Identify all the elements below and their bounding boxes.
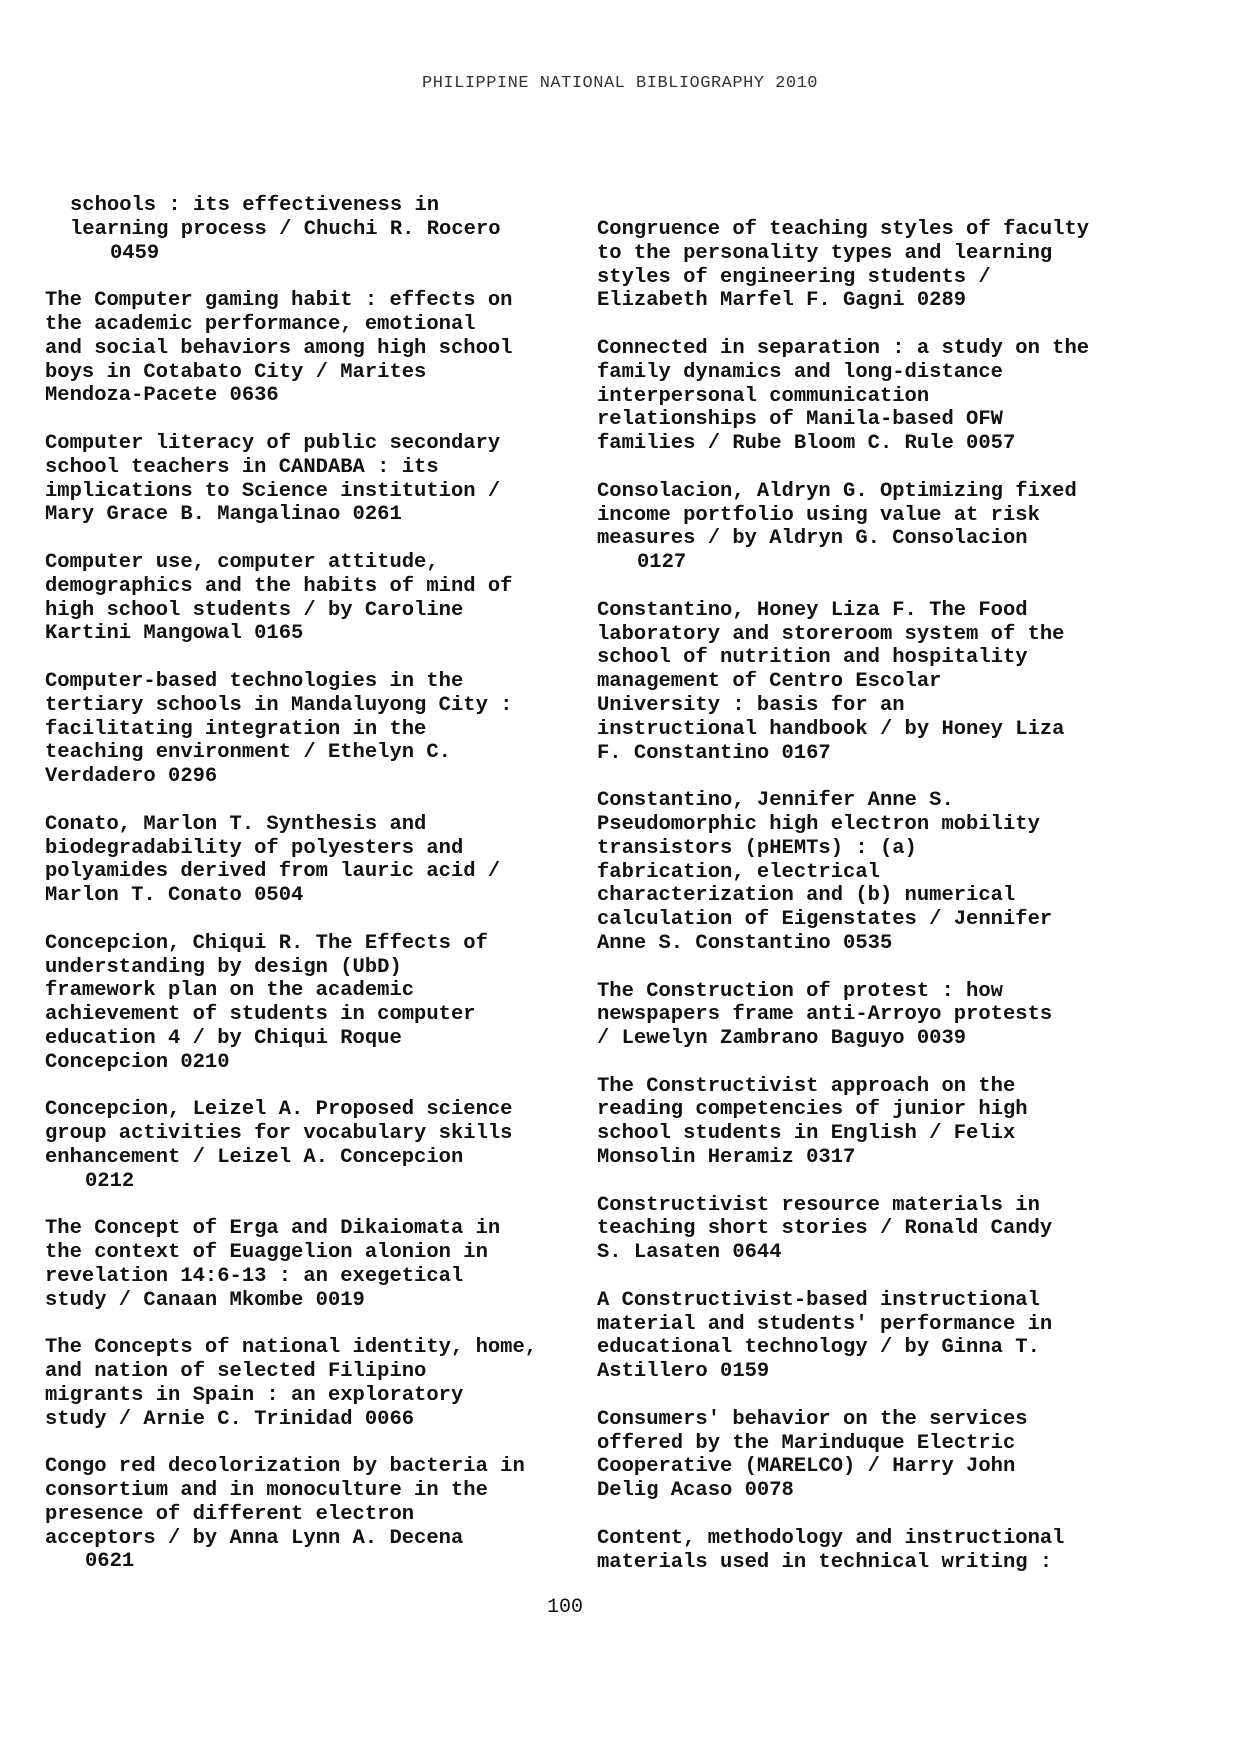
bibliography-entry: [45, 551, 565, 646]
entry-line: S. Lasaten 0644: [597, 1241, 782, 1265]
entry-line: offered by the Marinduque Electric: [597, 1431, 1016, 1455]
entry-line: biodegradability of polyesters and: [45, 836, 464, 860]
entry-line: Consumers' behavior on the services: [597, 1407, 1028, 1431]
entry-line: Anne S. Constantino 0535: [597, 931, 893, 955]
entry-line: Cooperative (MARELCO) / Harry John: [597, 1455, 1016, 1479]
entry-line: framework plan on the academic: [45, 979, 415, 1003]
entry-line: learning process / Chuchi R. Rocero: [70, 217, 501, 241]
entry-line: understanding by design (UbD): [45, 955, 402, 979]
left-column: [45, 194, 565, 1598]
entry-line: tertiary schools in Mandaluyong City :: [45, 693, 513, 717]
entry-line: the academic performance, emotional: [45, 312, 476, 336]
entry-line: demographics and the habits of mind of: [45, 574, 513, 598]
entry-line: Elizabeth Marfel F. Gagni 0289: [597, 289, 967, 313]
entry-line: characterization and (b) numerical: [597, 884, 1016, 908]
right-column: [597, 218, 1117, 1598]
entry-line: and nation of selected Filipino: [45, 1360, 427, 1384]
entry-line: study / Arnie C. Trinidad 0066: [45, 1407, 415, 1431]
entry-line: Astillero 0159: [597, 1360, 770, 1384]
entry-line: high school students / by Caroline: [45, 598, 464, 622]
entry-line: fabrication, electrical: [597, 860, 880, 884]
entry-line: Marlon T. Conato 0504: [45, 884, 304, 908]
entry-line: measures / by Aldryn G. Consolacion: [597, 527, 1028, 551]
entry-line: family dynamics and long-distance: [597, 360, 1003, 384]
bibliography-entry: [45, 194, 565, 265]
entry-line: Verdadero 0296: [45, 765, 218, 789]
entry-line: migrants in Spain : an exploratory: [45, 1383, 464, 1407]
entry-number: 0621: [85, 1550, 135, 1574]
bibliography-entry: [45, 432, 565, 527]
entry-line: Connected in separation : a study on the: [597, 336, 1090, 360]
entry-line: enhancement / Leizel A. Concepcion: [45, 1145, 464, 1169]
bibliography-entry: [597, 599, 1117, 766]
entry-line: materials used in technical writing :: [597, 1550, 1053, 1574]
entry-line: the context of Euaggelion alonion in: [45, 1241, 488, 1265]
entry-line: Mendoza-Pacete 0636: [45, 384, 279, 408]
entry-line: revelation 14:6-13 : an exegetical: [45, 1264, 464, 1288]
entry-number: 0459: [110, 241, 160, 265]
entry-line: Concepcion, Chiqui R. The Effects of: [45, 931, 488, 955]
entry-line: reading competencies of junior high: [597, 1098, 1028, 1122]
entry-line: transistors (pHEMTs) : (a): [597, 836, 917, 860]
entry-line: education 4 / by Chiqui Roque: [45, 1026, 402, 1050]
entry-line: Content, methodology and instructional: [597, 1526, 1065, 1550]
entry-line: management of Centro Escolar: [597, 670, 942, 694]
entry-line: Monsolin Heramiz 0317: [597, 1146, 856, 1170]
bibliography-entry: [45, 932, 565, 1075]
bibliography-entry: [45, 289, 565, 408]
entry-line: group activities for vocabulary skills: [45, 1122, 513, 1146]
entry-line: University : basis for an: [597, 693, 905, 717]
entry-line: boys in Cotabato City / Marites: [45, 360, 427, 384]
entry-line: school students in English / Felix: [597, 1122, 1016, 1146]
bibliography-entry: [597, 980, 1117, 1051]
entry-line: Constantino, Jennifer Anne S.: [597, 789, 954, 813]
bibliography-entry: [597, 789, 1117, 956]
entry-line: Consolacion, Aldryn G. Optimizing fixed: [597, 479, 1077, 503]
entry-number: 0127: [637, 551, 687, 575]
entry-line: F. Constantino 0167: [597, 741, 831, 765]
entry-line: Pseudomorphic high electron mobility: [597, 812, 1040, 836]
entry-line: Conato, Marlon T. Synthesis and: [45, 812, 427, 836]
entry-line: and social behaviors among high school: [45, 336, 513, 360]
bibliography-entry: [45, 670, 565, 789]
entry-line: Concepcion 0210: [45, 1050, 230, 1074]
entry-line: consortium and in monoculture in the: [45, 1479, 488, 1503]
entry-line: acceptors / by Anna Lynn A. Decena: [45, 1526, 464, 1550]
entry-line: Mary Grace B. Mangalinao 0261: [45, 503, 402, 527]
entry-line: families / Rube Bloom C. Rule 0057: [597, 432, 1016, 456]
bibliography-entry: [597, 1408, 1117, 1503]
entry-line: income portfolio using value at risk: [597, 503, 1040, 527]
entry-line: Delig Acaso 0078: [597, 1479, 794, 1503]
entry-line: polyamides derived from lauric acid /: [45, 860, 501, 884]
bibliography-entry: [45, 813, 565, 908]
entry-line: educational technology / by Ginna T.: [597, 1336, 1040, 1360]
bibliography-entry: [45, 1098, 565, 1193]
bibliography-entry: [597, 337, 1117, 456]
entry-line: Congruence of teaching styles of faculty: [597, 218, 1090, 241]
entry-line: achievement of students in computer: [45, 1003, 476, 1027]
bibliography-entry: [597, 1527, 1117, 1575]
entry-line: laboratory and storeroom system of the: [597, 622, 1065, 646]
entry-line: styles of engineering students /: [597, 265, 991, 289]
entry-line: The Concepts of national identity, home,: [45, 1336, 538, 1360]
entry-line: schools : its effectiveness in: [70, 194, 440, 217]
bibliography-entry: [45, 1217, 565, 1312]
entry-line: teaching short stories / Ronald Candy: [597, 1217, 1053, 1241]
entry-line: calculation of Eigenstates / Jennifer: [597, 908, 1053, 932]
entry-number: 0212: [85, 1169, 135, 1193]
bibliography-entry: [597, 1194, 1117, 1265]
entry-line: The Construction of protest : how: [597, 979, 1003, 1003]
entry-line: material and students' performance in: [597, 1312, 1053, 1336]
bibliography-entry: [597, 1075, 1117, 1170]
entry-line: The Concept of Erga and Dikaiomata in: [45, 1217, 501, 1241]
entry-line: A Constructivist-based instructional: [597, 1288, 1040, 1312]
entry-line: teaching environment / Ethelyn C.: [45, 741, 451, 765]
entry-line: The Computer gaming habit : effects on: [45, 289, 513, 313]
entry-line: school teachers in CANDABA : its: [45, 455, 439, 479]
entry-line: school of nutrition and hospitality: [597, 646, 1028, 670]
entry-line: / Lewelyn Zambrano Baguyo 0039: [597, 1027, 967, 1051]
entry-line: Computer literacy of public secondary: [45, 431, 501, 455]
entry-line: Constructivist resource materials in: [597, 1193, 1040, 1217]
bibliography-entry: [597, 218, 1117, 313]
bibliography-entry: [597, 480, 1117, 575]
entry-line: Concepcion, Leizel A. Proposed science: [45, 1098, 513, 1122]
entry-line: implications to Science institution /: [45, 479, 501, 503]
entry-line: relationships of Manila-based OFW: [597, 408, 1003, 432]
entry-line: The Constructivist approach on the: [597, 1074, 1016, 1098]
entry-line: newspapers frame anti-Arroyo protests: [597, 1003, 1053, 1027]
entry-line: to the personality types and learning: [597, 241, 1053, 265]
page-number: 100: [546, 1596, 583, 1619]
entry-line: instructional handbook / by Honey Liza: [597, 717, 1065, 741]
entry-line: Computer-based technologies in the: [45, 669, 464, 693]
entry-line: Computer use, computer attitude,: [45, 550, 439, 574]
entry-line: Kartini Mangowal 0165: [45, 622, 304, 646]
bibliography-entry: [597, 1289, 1117, 1384]
entry-line: Congo red decolorization by bacteria in: [45, 1455, 525, 1479]
entry-line: interpersonal communication: [597, 384, 930, 408]
bibliography-entry: [45, 1336, 565, 1431]
bibliography-entry: [45, 1455, 565, 1574]
entry-line: Constantino, Honey Liza F. The Food: [597, 598, 1028, 622]
entry-line: study / Canaan Mkombe 0019: [45, 1288, 365, 1312]
running-header: PHILIPPINE NATIONAL BIBLIOGRAPHY 2010: [422, 74, 818, 93]
entry-line: presence of different electron: [45, 1502, 415, 1526]
entry-line: facilitating integration in the: [45, 717, 427, 741]
